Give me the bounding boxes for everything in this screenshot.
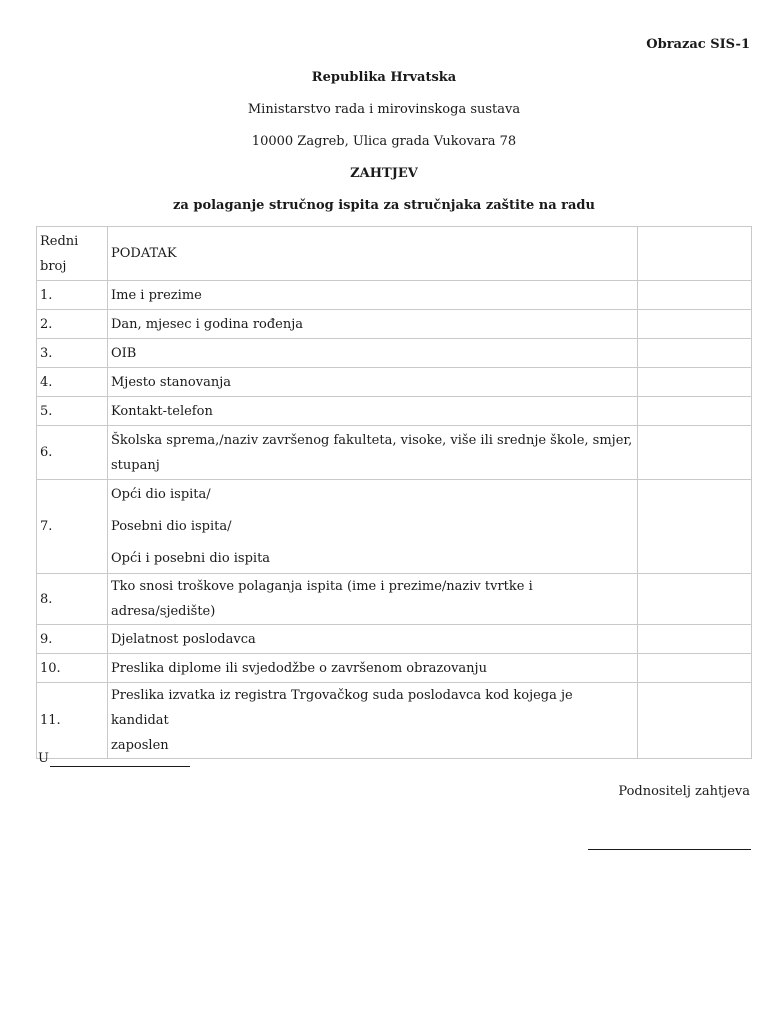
- row-value-field[interactable]: [638, 310, 752, 339]
- row-value-field[interactable]: [638, 397, 752, 426]
- table-row: [37, 310, 752, 339]
- header-number-line2: broj: [40, 258, 67, 274]
- row-value-field[interactable]: [638, 368, 752, 397]
- row-label-line: Dan, mjesec i godina rođenja: [111, 316, 304, 332]
- row-value-field[interactable]: [638, 683, 752, 759]
- row-value-field[interactable]: [638, 654, 752, 683]
- table-row: [37, 625, 752, 654]
- table-row: [37, 574, 752, 625]
- header-value-cell: [638, 227, 752, 281]
- header-label-cell: PODATAK: [108, 227, 638, 281]
- row-label-line: zaposlen: [111, 738, 169, 753]
- row-label: [108, 397, 638, 426]
- row-number: 8.: [37, 574, 108, 625]
- applicant-label: Podnositelj zahtjeva: [618, 784, 750, 799]
- row-label: [108, 683, 638, 759]
- row-label-line: OIB: [111, 345, 137, 361]
- table-row: [37, 426, 752, 480]
- row-label: [108, 339, 638, 368]
- header-number-cell: [37, 227, 108, 281]
- application-table: [36, 226, 752, 759]
- row-label-line: Opći i posebni dio ispita: [111, 551, 271, 566]
- row-label-line: Mjesto stanovanja: [111, 374, 231, 390]
- row-label-line: Školska sprema,/naziv završenog fakulteta, visoke, više ili srednje škole, smjer,: [111, 432, 633, 448]
- ministry-address: 10000 Zagreb, Ulica grada Vukovara 78: [251, 134, 517, 149]
- row-label: [108, 654, 638, 683]
- document-subtitle: za polaganje stručnog ispita za stručnjaka zaštite na radu: [173, 198, 595, 213]
- table-row: [37, 339, 752, 368]
- row-value-field[interactable]: [638, 574, 752, 625]
- row-number: 1.: [37, 281, 108, 310]
- row-number: 2.: [37, 310, 108, 339]
- row-number: 7.: [37, 480, 108, 574]
- row-label: [108, 310, 638, 339]
- table-row: [37, 654, 752, 683]
- ministry-name: Ministarstvo rada i mirovinskoga sustava: [247, 102, 521, 117]
- row-number: 3.: [37, 339, 108, 368]
- header-number-line1: Redni: [40, 233, 79, 249]
- row-label-line: Posebni dio ispita/: [111, 519, 232, 534]
- table-header-row: [37, 227, 752, 281]
- row-value-field[interactable]: [638, 426, 752, 480]
- row-number: 9.: [37, 625, 108, 654]
- signature-line[interactable]: [588, 849, 751, 850]
- row-number: 11.: [37, 683, 108, 759]
- row-number: 10.: [37, 654, 108, 683]
- place-label: U: [38, 751, 49, 766]
- row-value-field[interactable]: [638, 339, 752, 368]
- row-label: [108, 281, 638, 310]
- row-label: [108, 625, 638, 654]
- row-label-line: Preslika izvatka iz registra Trgovačkog suda poslodavca kod kojega je kandidat: [111, 688, 573, 728]
- row-number: 5.: [37, 397, 108, 426]
- row-label: [108, 480, 638, 574]
- row-label-line: Tko snosi troškove polaganja ispita (ime i prezime/naziv tvrtke i adresa/sjedište): [111, 579, 533, 619]
- row-number: 4.: [37, 368, 108, 397]
- row-label-line: Opći dio ispita/: [111, 487, 211, 502]
- row-label-line: stupanj: [111, 457, 160, 473]
- row-label-line: Kontakt-telefon: [111, 403, 213, 419]
- row-label-line: Preslika diplome ili svjedodžbe o završenom obrazovanju: [111, 660, 487, 676]
- table-row: [37, 397, 752, 426]
- row-label: [108, 574, 638, 625]
- document-title: ZAHTJEV: [350, 166, 418, 181]
- table-row: [37, 683, 752, 759]
- row-label-line: Djelatnost poslodavca: [111, 631, 256, 647]
- form-code: Obrazac SIS-1: [646, 37, 750, 52]
- place-fill-line[interactable]: [50, 766, 190, 767]
- row-value-field[interactable]: [638, 281, 752, 310]
- country-name: Republika Hrvatska: [311, 70, 457, 85]
- table-row: [37, 368, 752, 397]
- row-label: [108, 426, 638, 480]
- row-value-field[interactable]: [638, 480, 752, 574]
- row-label: [108, 368, 638, 397]
- row-number: 6.: [37, 426, 108, 480]
- table-row: [37, 480, 752, 574]
- table-row: [37, 281, 752, 310]
- row-label-line: Ime i prezime: [111, 287, 202, 303]
- row-value-field[interactable]: [638, 625, 752, 654]
